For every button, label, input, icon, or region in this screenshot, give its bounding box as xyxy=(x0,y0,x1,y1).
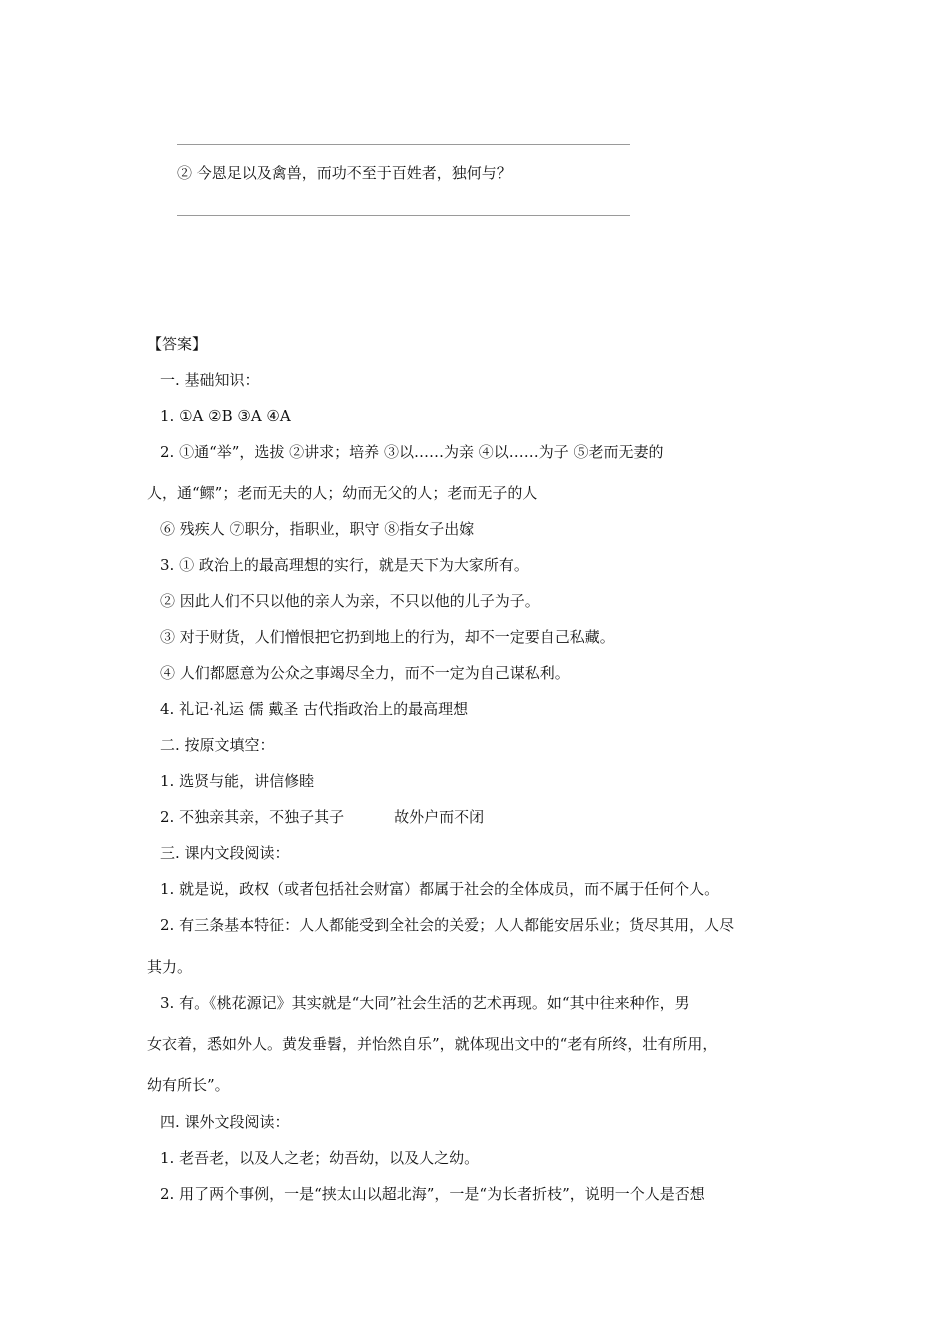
s3-answer-3-line-c: 幼有所长”。 xyxy=(147,1076,230,1094)
section-1-title: 一. 基础知识： xyxy=(160,371,260,389)
s1-answer-3-line-d: ④ 人们都愿意为公众之事竭尽全力，而不一定为自己谋私利。 xyxy=(160,664,570,682)
answer-blank-line-2 xyxy=(177,215,630,216)
answer-blank-line-1 xyxy=(177,144,630,145)
s1-answer-4: 4. 礼记·礼运 儒 戴圣 古代指政治上的最高理想 xyxy=(160,700,469,718)
s3-answer-2-line-a: 2. 有三条基本特征：人人都能受到全社会的关爱；人人都能安居乐业；货尽其用，人尽 xyxy=(160,916,735,934)
s1-answer-3-line-a: 3. ① 政治上的最高理想的实行，就是天下为大家所有。 xyxy=(160,556,529,574)
s3-answer-3-line-a: 3. 有。《桃花源记》其实就是“大同”社会生活的艺术再现。如“其中往来种作，男 xyxy=(160,994,690,1012)
s3-answer-2-line-b: 其力。 xyxy=(147,958,193,976)
section-2-title: 二. 按原文填空： xyxy=(160,736,275,754)
s4-answer-2: 2. 用了两个事例，一是“挟太山以超北海”，一是“为长者折枝”，说明一个人是否想 xyxy=(160,1185,705,1203)
s1-answer-3-line-b: ② 因此人们不只以他的亲人为亲，不只以他的儿子为子。 xyxy=(160,592,540,610)
s3-answer-3-line-b: 女衣着，悉如外人。黄发垂髫，并怡然自乐”，就体现出文中的“老有所终，壮有所用， xyxy=(147,1035,718,1053)
s4-answer-1: 1. 老吾老，以及人之老；幼吾幼，以及人之幼。 xyxy=(160,1149,480,1167)
s2-answer-2 xyxy=(160,807,840,827)
s1-answer-2-line-a: 2. ①通“举”，选拔 ②讲求；培养 ③以……为亲 ④以……为子 ⑤老而无妻的 xyxy=(160,443,664,461)
answers-heading: 【答案】 xyxy=(147,335,208,353)
s1-answer-2-line-c: ⑥ 残疾人 ⑦职分，指职业，职守 ⑧指女子出嫁 xyxy=(160,520,475,538)
s2-answer-2-part-1: 2. 不独亲其亲，不独子其子 xyxy=(160,808,345,826)
section-3-title: 三. 课内文段阅读： xyxy=(160,844,290,862)
s3-answer-1: 1. 就是说，政权（或者包括社会财富）都属于社会的全体成员，而不属于任何个人。 xyxy=(160,880,720,898)
s1-answer-2-line-b: 人，通“鳏”；老而无夫的人；幼而无父的人；老而无子的人 xyxy=(147,484,538,502)
section-4-title: 四. 课外文段阅读： xyxy=(160,1113,290,1131)
s1-answer-1: 1. ①A ②B ③A ④A xyxy=(160,407,291,425)
s1-answer-3-line-c: ③ 对于财货，人们憎恨把它扔到地上的行为，却不一定要自己私藏。 xyxy=(160,628,615,646)
s2-answer-1: 1. 选贤与能，讲信修睦 xyxy=(160,772,315,790)
s2-answer-2-part-2: 故外户而不闭 xyxy=(394,808,485,826)
question-2-text: ② 今恩足以及禽兽，而功不至于百姓者，独何与？ xyxy=(177,164,512,182)
